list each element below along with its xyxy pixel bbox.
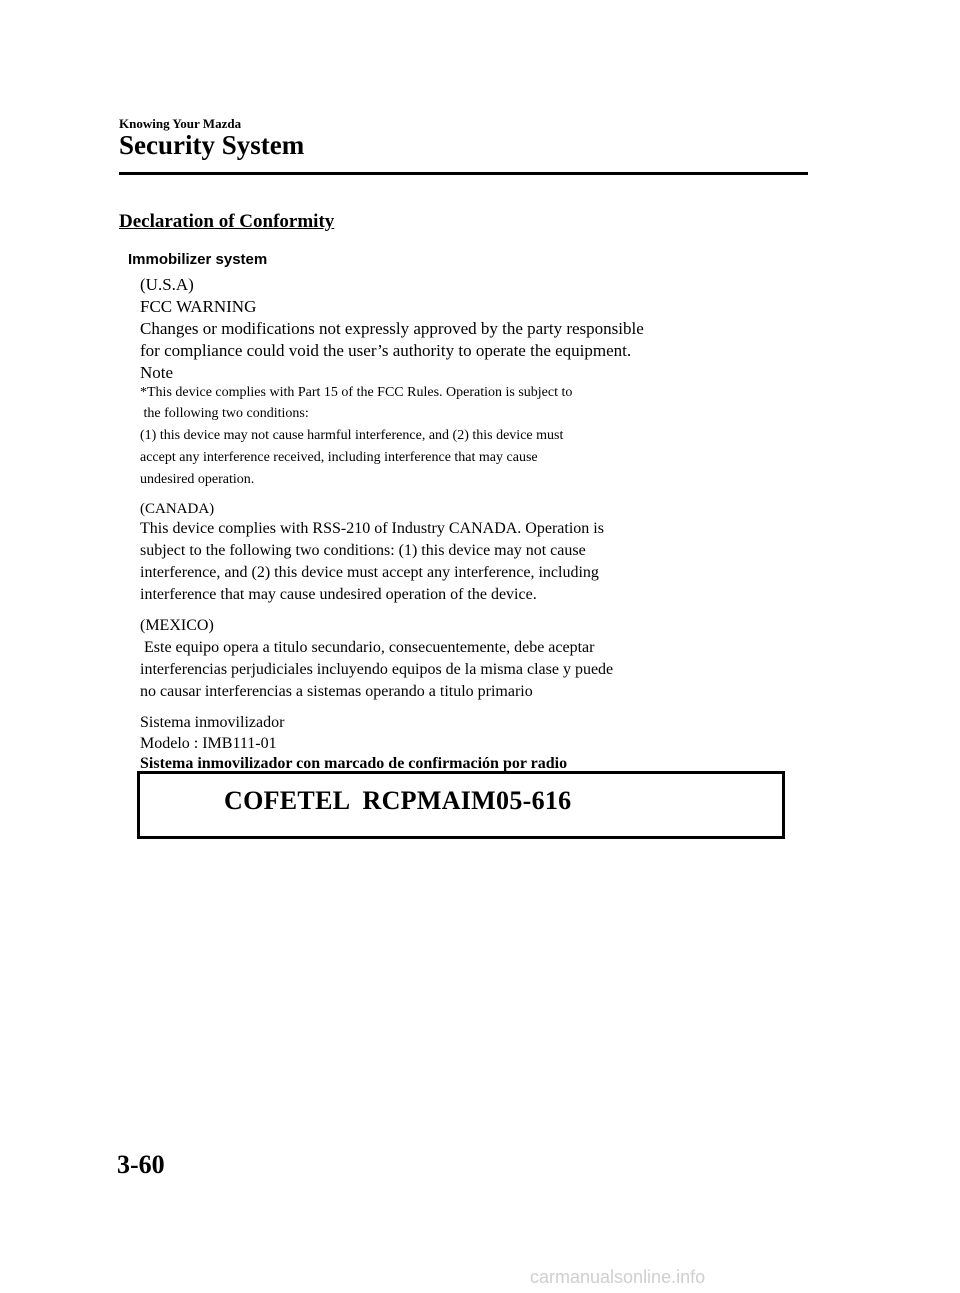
fcc-warning-line: Changes or modifications not expressly approved by the party responsible [140, 319, 644, 338]
fcc-warning-title: FCC WARNING [140, 297, 257, 316]
usa-label: (U.S.A) [140, 275, 194, 294]
note-line: accept any interference received, including interference that may cause [140, 450, 538, 465]
section-heading: Declaration of Conformity [119, 211, 335, 232]
cofetel-box [137, 771, 785, 839]
canada-line: interference that may cause undesired operation of the device. [140, 586, 537, 603]
mexico-line: no causar interferencias a sistemas operando a titulo primario [140, 683, 533, 700]
note-line: *This device complies with Part 15 of the FCC Rules. Operation is subject to [140, 385, 573, 400]
site-watermark: carmanualsonline.info [530, 1267, 706, 1287]
note-line: undesired operation. [140, 472, 255, 487]
page-number: 3-60 [117, 1150, 165, 1179]
section-subheading: Immobilizer system [128, 251, 268, 268]
mexico-line: interferencias perjudiciales incluyendo equipos de la misma clase y puede [140, 661, 614, 678]
canada-line: interference, and (2) this device must accept any interference, including [140, 564, 599, 581]
radio-confirmation-line: Sistema inmovilizador con marcado de confirmación por radio [140, 755, 568, 772]
page-title: Security System [119, 130, 305, 160]
mexico-line: Este equipo opera a titulo secundario, consecuentemente, debe aceptar [140, 639, 595, 656]
note-line: the following two conditions: [140, 406, 309, 421]
cofetel-code: COFETEL RCPMAIM05-616 [224, 786, 572, 815]
chapter-kicker: Knowing Your Mazda [119, 116, 242, 131]
note-label: Note [140, 363, 174, 382]
canada-line: subject to the following two conditions: (1) this device may not cause [140, 542, 586, 559]
title-divider [119, 172, 808, 175]
system-name: Sistema inmovilizador [140, 714, 285, 731]
model-number: Modelo : IMB111-01 [140, 735, 277, 752]
canada-label: (CANADA) [140, 501, 215, 517]
canada-line: This device complies with RSS-210 of Industry CANADA. Operation is [140, 520, 604, 537]
mexico-label: (MEXICO) [140, 617, 214, 634]
fcc-warning-line: for compliance could void the user’s authority to operate the equipment. [140, 341, 632, 360]
note-line: (1) this device may not cause harmful interference, and (2) this device must [140, 428, 564, 443]
